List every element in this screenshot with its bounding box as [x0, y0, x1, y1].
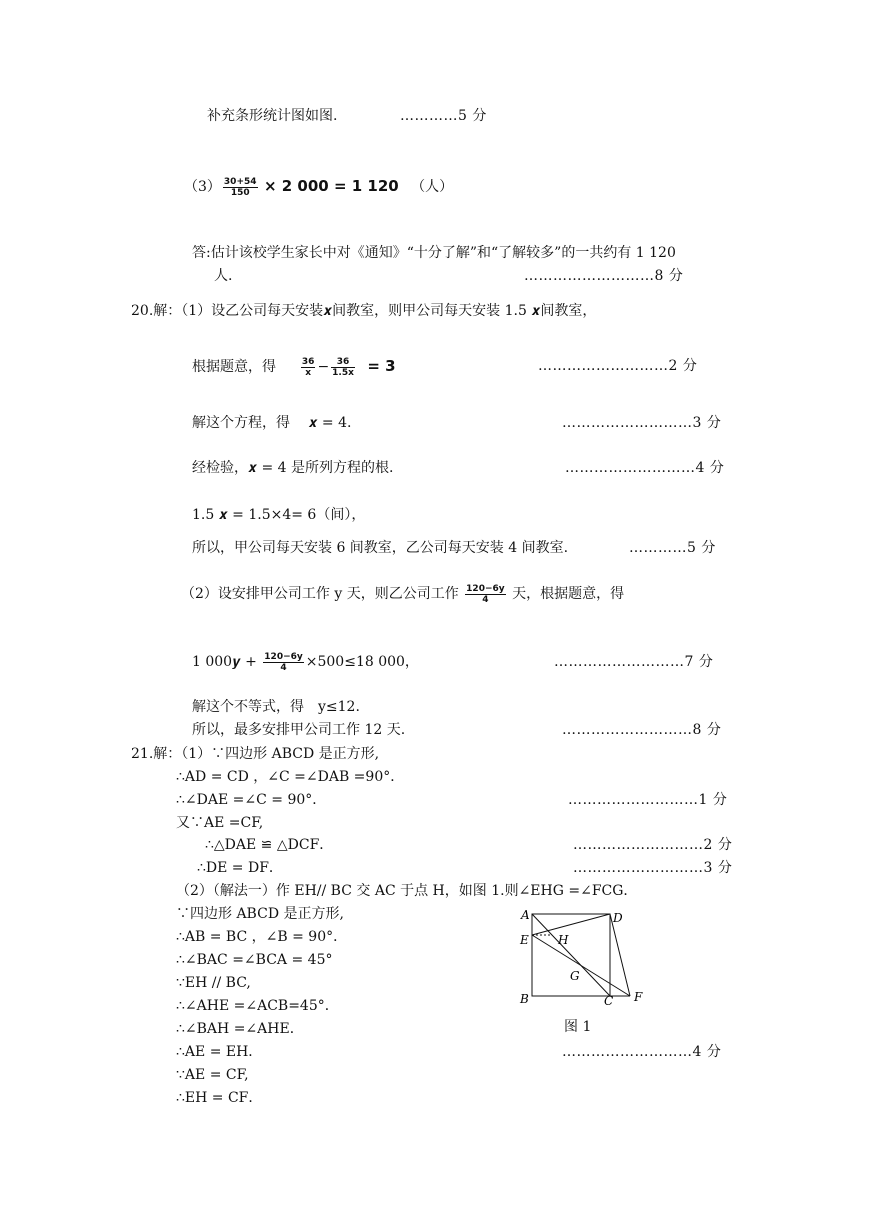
q21-m9: ∴EH = CF．: [176, 1090, 263, 1106]
q20-eq-frac1: [301, 357, 316, 378]
q19-line1: 补充条形统计图如图.: [207, 108, 338, 124]
q20-part2: [181, 580, 624, 608]
q21-line2-score: ………………………1 分: [568, 792, 728, 808]
q21-m2: ∴AB = BC ，∠B = 90°．: [176, 929, 348, 945]
figure-caption: 图 1: [564, 1019, 592, 1035]
q20-eq-score: ………………………2 分: [538, 358, 698, 374]
q19-part3-num: 30+54: [223, 176, 257, 187]
q21-line4: ∴△DAE ≌ △DCF．: [205, 837, 334, 853]
fig-label-c: C: [604, 994, 614, 1006]
q21-m7: ∴AE = EH．: [176, 1044, 263, 1060]
q20-solve2: 解这个不等式，得 y≤12.: [192, 699, 360, 715]
q20-so2: 所以，最多安排甲公司工作 12 天.: [192, 722, 406, 738]
q19-part3-unit: （人）: [411, 179, 454, 195]
q21-m5: ∴∠AHE =∠ACB=45°．: [176, 998, 339, 1014]
geometry-figure-1: [512, 906, 652, 1006]
q20-eq-frac2: [331, 357, 355, 378]
q20-equation: [192, 352, 396, 380]
fig-label-a: A: [521, 908, 530, 922]
q21-part2: （2）（解法一）作 EH// BC 交 AC 于点 H，如图 1.则∠EHG =∠FCG．: [176, 883, 638, 899]
diagonal-ac: [532, 914, 610, 996]
q20-eq-label: 根据题意，得: [192, 359, 276, 375]
q19-line1-score: …………5 分: [400, 108, 487, 124]
q19-answer-line2: 人.: [214, 268, 233, 284]
q20-ineq-den: 4: [280, 662, 287, 673]
q20-eq-frac1-den: x: [305, 367, 312, 378]
q21-m4: ∵EH // BC,: [176, 975, 251, 991]
q21-line2: ∴∠DAE =∠C = 90°．: [176, 792, 327, 808]
q19-part3-label: （3）: [184, 179, 221, 195]
q20-ineq-num: 120−6y: [264, 651, 303, 662]
q20-solve: 解这个方程，得 𝒙 = 4.: [192, 415, 352, 431]
q20-part2-text-a: （2）设安排甲公司工作 y 天，则乙公司工作: [181, 586, 459, 602]
q20-part2-den: 4: [482, 594, 489, 605]
q20-so1-score: …………5 分: [629, 540, 716, 556]
q19-part3-expr: × 2 000 = 1 120: [263, 177, 399, 195]
q20-ineq-b: ×500≤18 000，: [305, 654, 419, 670]
q21-line1: ∴AD = CD ，∠C =∠DAB =90°．: [176, 769, 405, 785]
q20-ineq-score: ………………………7 分: [554, 654, 714, 670]
q20-calc: 1.5 𝒙 = 1.5×4= 6（间），: [192, 507, 366, 523]
q20-check: 经检验，𝒙 = 4 是所列方程的根.: [192, 460, 394, 476]
q21-m1: ∵四边形 ABCD 是正方形,: [176, 906, 344, 922]
q20-so2-score: ………………………8 分: [562, 722, 722, 738]
q21-line3: 又∵AE =CF,: [176, 815, 264, 831]
q20-eq-frac1-num: 36: [301, 356, 315, 367]
q20-eq-frac2-den: 1.5x: [332, 367, 354, 378]
q19-part3-fraction: [223, 177, 258, 198]
q21-m7-score: ………………………4 分: [562, 1044, 722, 1060]
segment-df: [610, 914, 630, 996]
q20-eq-rhs: = 3: [367, 357, 396, 375]
q20-solve-score: ………………………3 分: [562, 415, 722, 431]
q21-head: 21.解：（1）∵四边形 ABCD 是正方形,: [131, 746, 380, 762]
q20-part2-fraction: [465, 584, 505, 605]
q20-eq-minus: −: [317, 359, 330, 375]
q20-ineq-a: 1 000𝒚 +: [192, 654, 257, 670]
q19-answer-score: ………………………8 分: [524, 268, 684, 284]
fig-label-h: H: [558, 933, 569, 947]
q20-eq-frac2-num: 36: [331, 357, 355, 368]
q21-line4-score: ………………………2 分: [573, 837, 733, 853]
q20-so1: 所以，甲公司每天安装 6 间教室，乙公司每天安装 4 间教室.: [192, 540, 569, 556]
fig-label-g: G: [570, 969, 580, 983]
segment-ed: [532, 914, 610, 935]
fig-label-f: F: [634, 990, 643, 1004]
q20-inequality: [192, 648, 419, 676]
q21-line5: ∴DE = DF．: [197, 860, 283, 876]
fig-label-d: D: [613, 911, 623, 925]
q21-line5-score: ………………………3 分: [573, 860, 733, 876]
q20-part2-num: 120−6y: [466, 583, 505, 594]
q20-check-score: ………………………4 分: [565, 460, 725, 476]
q21-m6: ∴∠BAH =∠AHE．: [176, 1021, 304, 1037]
fig-label-b: B: [520, 992, 529, 1006]
q20-part2-text-b: 天，根据题意，得: [512, 586, 625, 602]
q19-part3-den: 150: [230, 187, 250, 198]
q20-ineq-fraction: [263, 652, 303, 673]
segment-ef: [532, 935, 630, 996]
q21-m8: ∵AE = CF,: [176, 1067, 249, 1083]
q19-answer-line1: 答:估计该校学生家长中对《通知》“十分了解”和“了解较多”的一共约有 1 120: [192, 245, 676, 261]
q21-m3: ∴∠BAC =∠BCA = 45°: [176, 952, 333, 968]
fig-label-e: E: [520, 933, 529, 947]
q19-part3: [184, 172, 453, 200]
q20-head: 20.解：（1）设乙公司每天安装𝒙间教室，则甲公司每天安装 1.5 𝒙间教室，: [131, 303, 597, 319]
